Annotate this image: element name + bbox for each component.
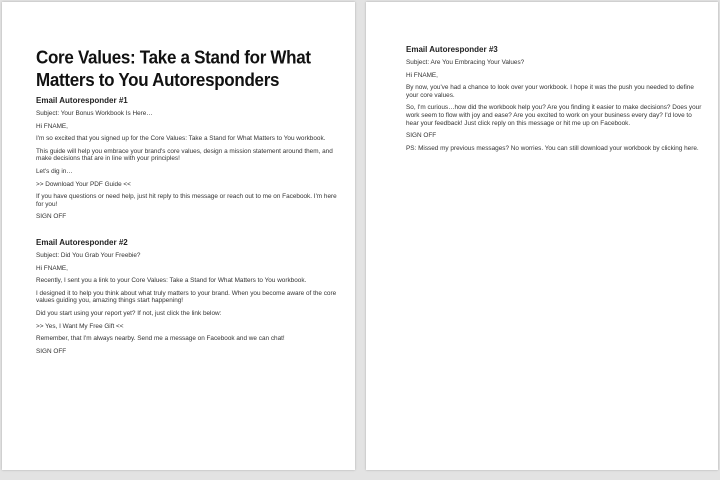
document-page-1 — [2, 2, 355, 470]
email-1-paragraph-3: Let's dig in… — [36, 167, 73, 175]
email-3-signoff: SIGN OFF — [406, 132, 437, 140]
email-2-paragraph-4: Remember, that I'm always nearby. Send me a message on Facebook and we can chat! — [36, 335, 285, 343]
email-3-greeting: Hi FNAME, — [406, 71, 438, 79]
document-page-2 — [366, 2, 718, 470]
email-2-greeting: Hi FNAME, — [36, 264, 68, 272]
email-1-subject: Subject: Your Bonus Workbook Is Here… — [36, 110, 153, 117]
document-title — [36, 46, 343, 91]
email-2-paragraph-2: I designed it to help you think about what truly matters to your brand. When you become aware of the core values guiding you, amazing things start happening! — [36, 289, 337, 305]
email-1-paragraph-2: This guide will help you embrace your brand's core values, design a mission statement around them, and make decisions that are in line with your principles! — [36, 147, 333, 163]
email-2-paragraph-1: Recently, I sent you a link to your Core Values: Take a Stand for What Matters to You workbook. — [36, 277, 307, 285]
email-3-subject: Subject: Are You Embracing Your Values? — [406, 59, 525, 66]
email-1-paragraph-4: If you have questions or need help, just hit reply to this message or reach out to me on Facebook. I'm here for you! — [36, 193, 337, 208]
email-1-paragraph-1: I'm so excited that you signed up for the Core Values: Take a Stand for What Matters to You workbook. — [36, 135, 326, 143]
email-1-signoff: SIGN OFF — [36, 213, 67, 221]
title-line-1: Core Values: Take a Stand for What — [36, 47, 311, 68]
email-3-section — [406, 45, 704, 152]
email-3-heading: Email Autoresponder #3 — [406, 45, 498, 54]
email-1-heading: Email Autoresponder #1 — [36, 96, 128, 105]
email-1-greeting: Hi FNAME, — [36, 122, 68, 130]
section-spacer — [36, 226, 343, 238]
title-line-2: Matters to You Autoresponders — [36, 69, 280, 91]
email-2-subject: Subject: Did You Grab Your Freebie? — [36, 251, 141, 259]
email-1-section — [36, 96, 343, 221]
email-2-section — [36, 238, 343, 355]
email-1-download-link[interactable]: >> Download Your PDF Guide << — [36, 180, 131, 188]
email-2-paragraph-3: Did you start using your report yet? If not, just click the link below: — [36, 309, 222, 317]
email-3-paragraph-2: So, I'm curious…how did the workbook help you? Are you finding it easier to make decisions? Does your work seem to flow with joy and ease? Are you excited to work on your business every day? I'd love to hear your feedback! Just click reply on this message or hit me up on Facebook. — [406, 104, 702, 127]
email-2-signoff: SIGN OFF — [36, 347, 67, 355]
email-3-postscript: PS: Missed my previous messages? No worries. You can still download your workbook by clicking here. — [406, 144, 699, 152]
email-3-paragraph-1: By now, you've had a chance to look over your workbook. I hope it was the push you needed to define your core values. — [406, 84, 694, 99]
email-2-gift-link[interactable]: >> Yes, I Want My Free Gift << — [36, 322, 124, 330]
email-2-heading: Email Autoresponder #2 — [36, 237, 128, 247]
